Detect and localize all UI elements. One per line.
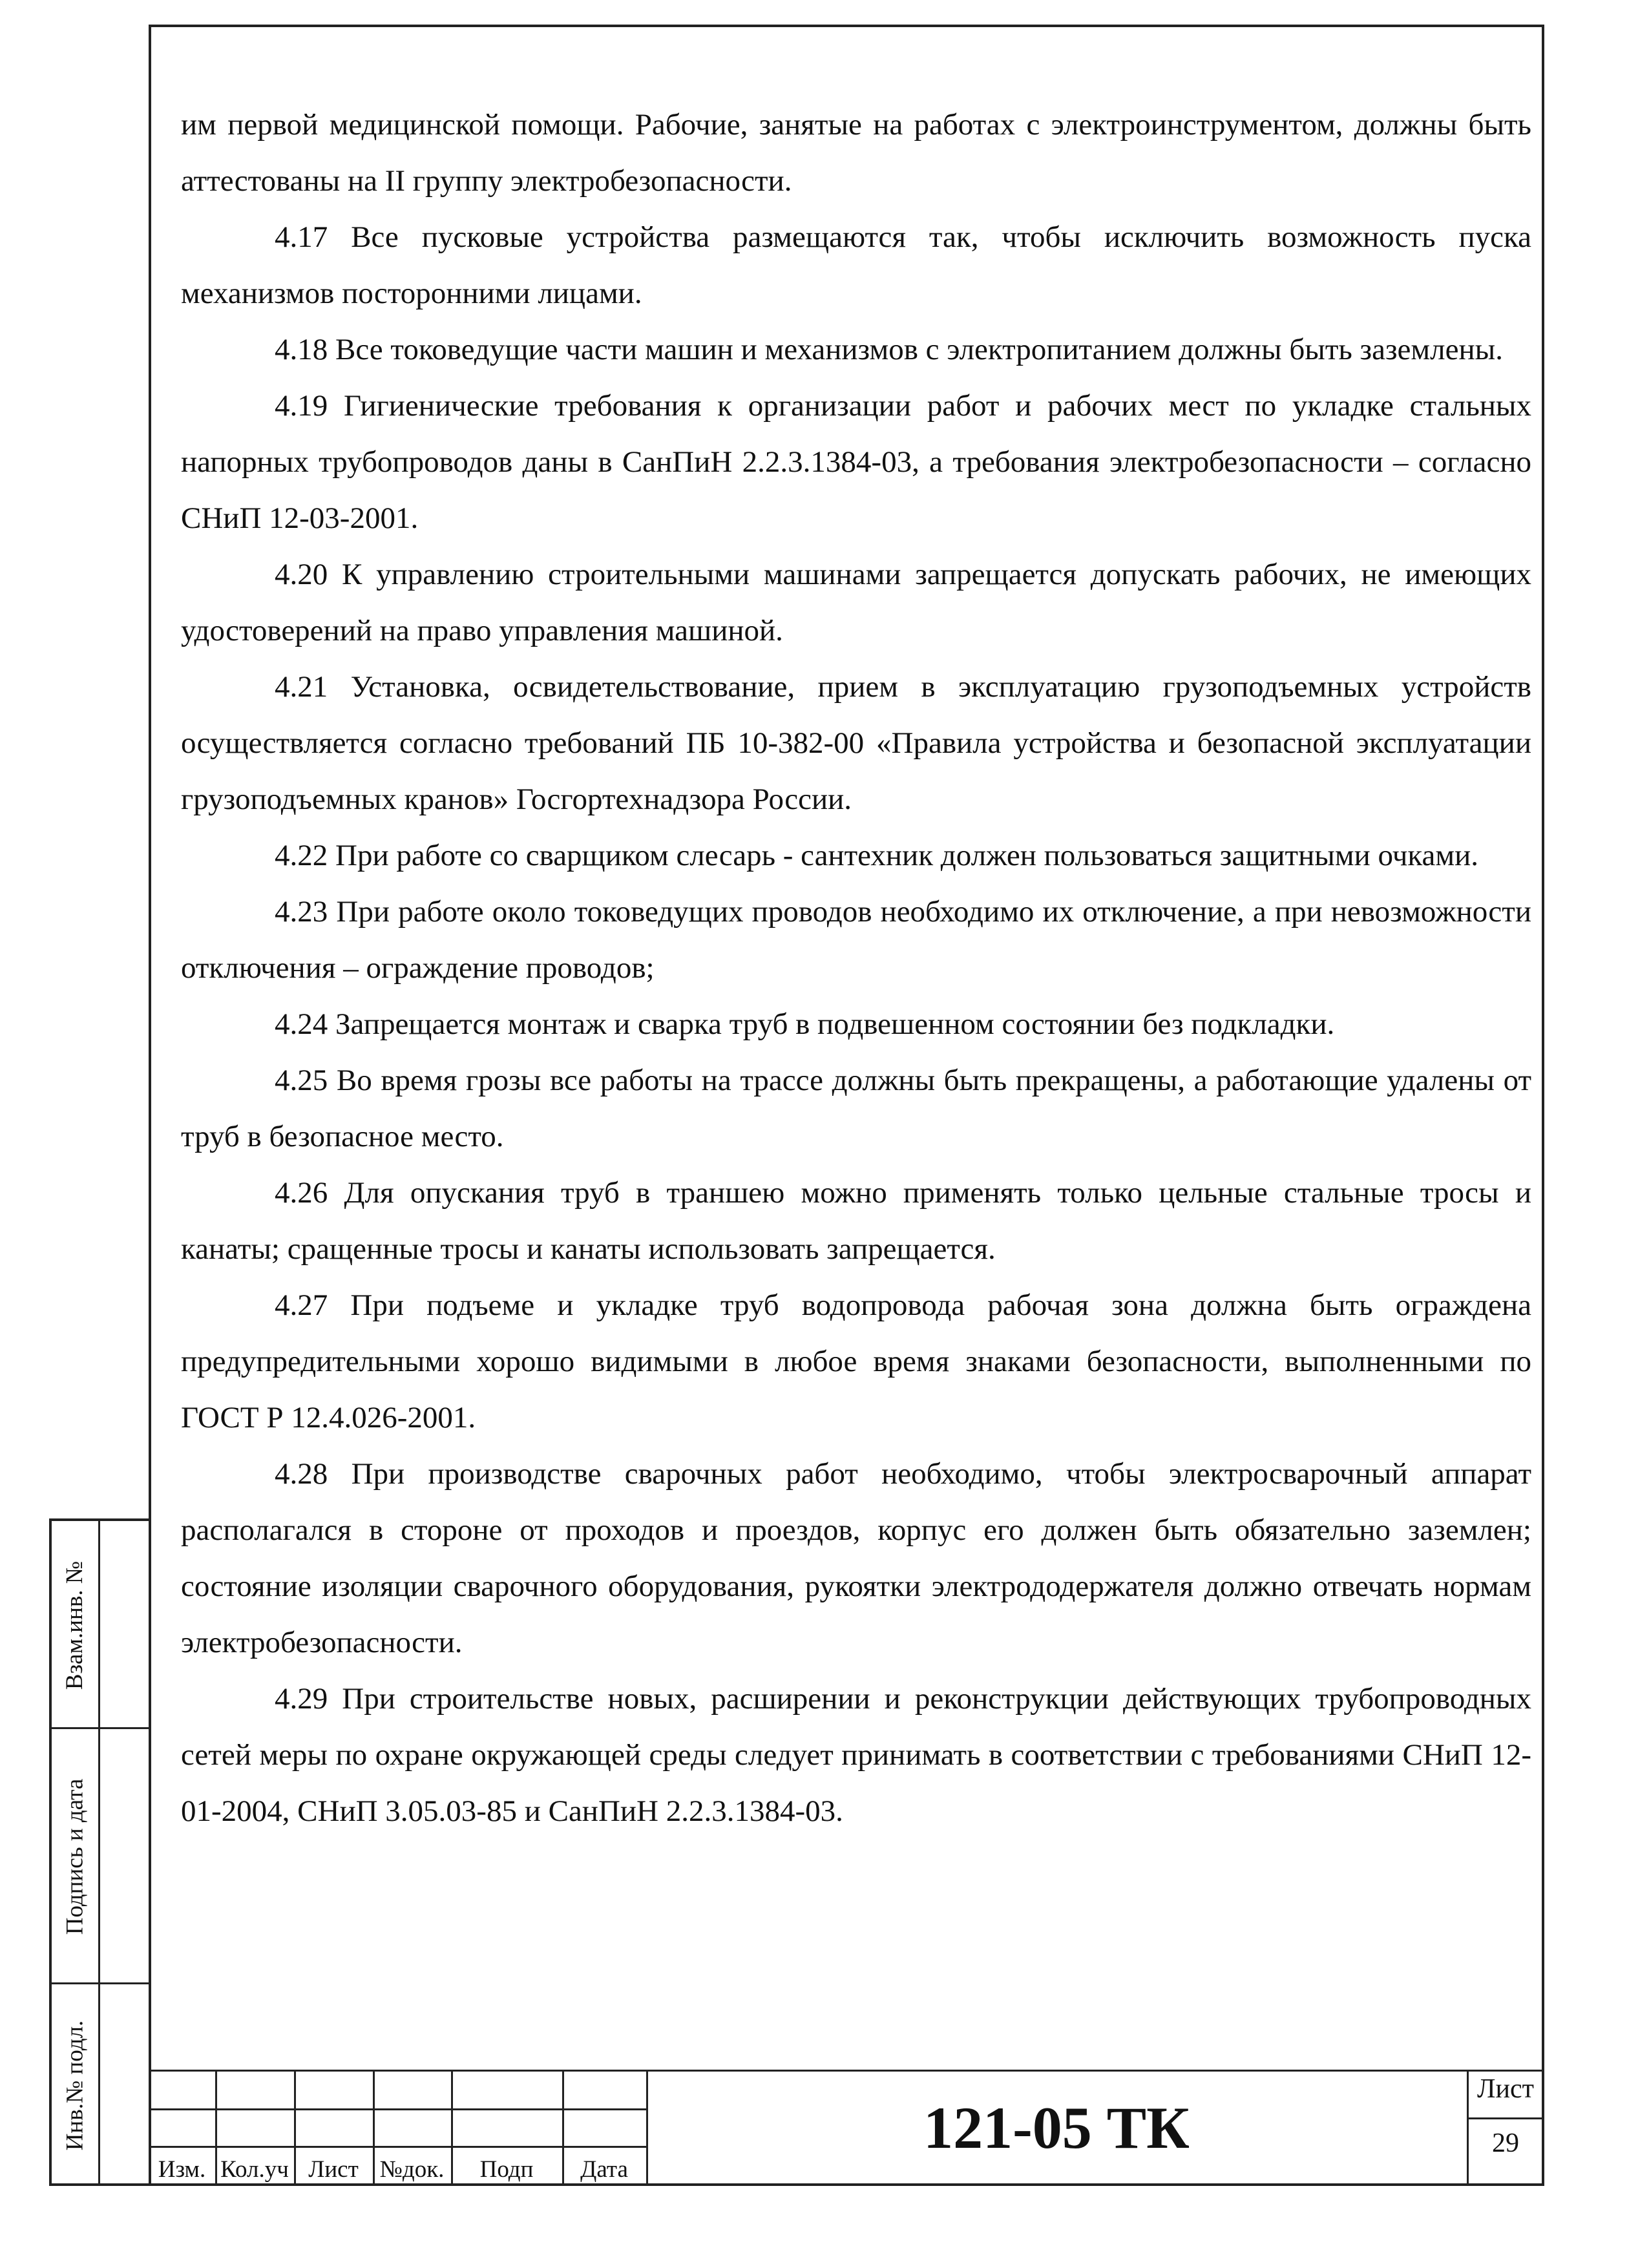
- paragraph-4-24: 4.24 Запрещается монтаж и сварка труб в подвешенном состоянии без подкладки.: [275, 1007, 1335, 1041]
- col-header-date: Дата: [580, 2156, 628, 2183]
- col-header-signature: Подп: [479, 2156, 534, 2183]
- paragraph-4-26: 4.26 Для опускания труб в траншею можно применять только цельные стальные тросы и канаты; сращенные тросы и канаты использовать запрещается.: [181, 1176, 1531, 1266]
- signature-date-label-cell: [52, 1729, 98, 1984]
- paragraph: им первой медицинской помощи. Рабочие, занятые на работах с электроинструментом, должны быть аттестованы на II группу электробезопасности.: [181, 108, 1531, 198]
- paragraph-4-23: 4.23 При работе около токоведущих проводов необходимо их отключение, а при невозможности отключения – ограждение проводов;: [181, 895, 1531, 985]
- interchange-inv-label-cell: [52, 1521, 98, 1729]
- inv-original-label: Инв.№ подл.: [61, 2020, 89, 2150]
- interchange-inv-label: Взам.инв. №: [61, 1560, 89, 1690]
- sheet-number: 29: [1492, 2128, 1519, 2158]
- paragraph-4-17: 4.17 Все пусковые устройства размещаются так, чтобы исключить возможность пуска механизмов посторонними лицами.: [181, 220, 1531, 310]
- paragraph-4-28: 4.28 При производстве сварочных работ необходимо, чтобы электросварочный аппарат располагался в стороне от проходов и проездов, корпус его должен быть обязательно заземлен; состояние изоляции сварочного оборудования, рукоятки электрододержателя должно отвечать нормам электробезопасности.: [181, 1457, 1531, 1659]
- revision-row-line: [149, 2146, 646, 2148]
- inv-original-label-cell: [52, 1984, 98, 2186]
- paragraph-4-20: 4.20 К управлению строительными машинами запрещается допускать рабочих, не имеющих удостоверений на право управления машиной.: [181, 558, 1531, 647]
- title-block: [149, 2070, 1544, 2186]
- signature-date-label: Подпись и дата: [61, 1778, 89, 1935]
- paragraph-4-29: 4.29 При строительстве новых, расширении и реконструкции действующих трубопроводных сетей меры по охране окружающей среды следует принимать в соответствии с требованиями СНиП 12-01-2004, СНиП 3.05.03-85 и СанПиН 2.2.3.1384-03.: [181, 1682, 1531, 1828]
- paragraph-4-22: 4.22 При работе со сварщиком слесарь - сантехник должен пользоваться защитными очками.: [275, 839, 1479, 872]
- side-approval-strip: [49, 1518, 149, 2186]
- col-header-count: Кол.уч: [220, 2156, 289, 2183]
- revision-row-line: [149, 2108, 646, 2110]
- col-header-sheet: Лист: [308, 2156, 359, 2183]
- paragraph-4-19: 4.19 Гигиенические требования к организации работ и рабочих мест по укладке стальных напорных трубопроводов даны в СанПиН 2.2.3.1384-03, а требования электробезопасности – согласно СНиП 12-03-2001.: [181, 389, 1531, 535]
- col-header-doc-number: №док.: [379, 2156, 445, 2183]
- paragraph-4-21: 4.21 Установка, освидетельствование, прием в эксплуатацию грузоподъемных устройств осуществляется согласно требований ПБ 10-382-00 «Правила устройства и безопасной эксплуатации грузоподъемных кранов» Госгортехнадзора России.: [181, 670, 1531, 816]
- paragraph-4-25: 4.25 Во время грозы все работы на трассе должны быть прекращены, а работающие удалены от труб в безопасное место.: [181, 1064, 1531, 1153]
- paragraph-4-18: 4.18 Все токоведущие части машин и механизмов с электропитанием должны быть заземлены.: [275, 333, 1503, 366]
- document-code: 121-05 ТК: [923, 2095, 1190, 2161]
- col-header-change: Изм.: [158, 2156, 206, 2183]
- sheet-label: Лист: [1477, 2074, 1534, 2104]
- document-body: [181, 97, 1531, 1840]
- sheet-cell-line: [1467, 2117, 1544, 2119]
- paragraph-4-27: 4.27 При подъеме и укладке труб водопровода рабочая зона должна быть ограждена предупредительными хорошо видимыми в любое время знаками безопасности, выполненными по ГОСТ Р 12.4.026-2001.: [181, 1288, 1531, 1434]
